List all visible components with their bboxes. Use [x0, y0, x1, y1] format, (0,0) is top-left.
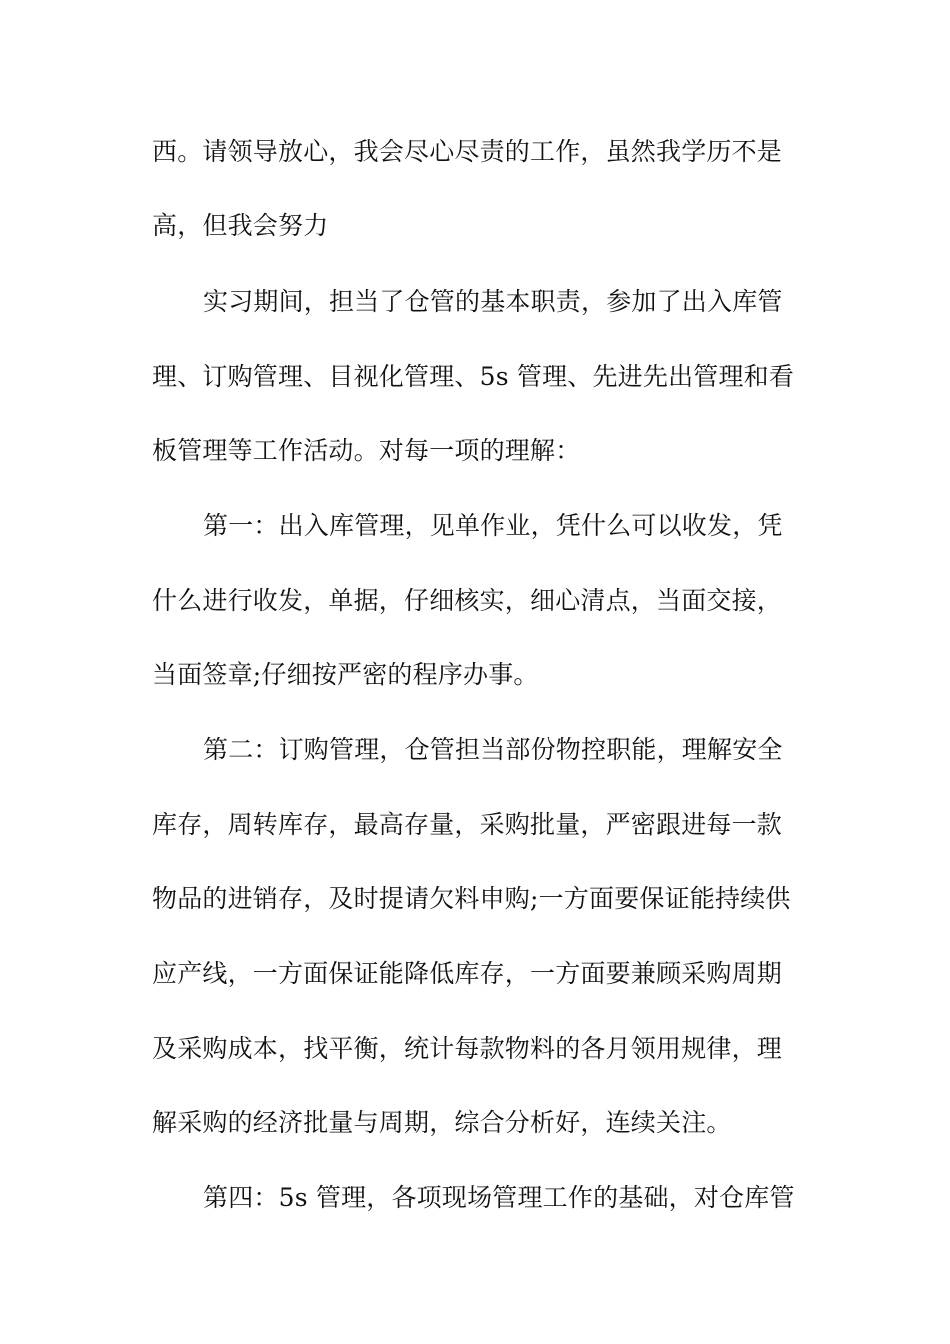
paragraph-start-line: 第一：出入库管理，见单作业，凭什么可以收发，凭	[203, 511, 783, 540]
text-line: 库存，周转库存，最高存量，采购批量，严密跟进每一款	[152, 810, 783, 839]
text-line: 当面签章;仔细按严密的程序办事。	[152, 660, 539, 689]
text-line: 应产线，一方面保证能降低库存，一方面要兼顾采购周期	[152, 959, 783, 988]
text-line: 高，但我会努力	[152, 211, 329, 240]
paragraph-start-line: 第二：订购管理，仓管担当部份物控职能，理解安全	[203, 735, 783, 764]
paragraph-start-line: 实习期间，担当了仓管的基本职责，参加了出入库管	[203, 287, 783, 316]
text-line: 及采购成本，找平衡，统计每款物料的各月领用规律，理	[152, 1034, 783, 1063]
text-line: 板管理等工作活动。对每一项的理解：	[152, 436, 581, 465]
text-line: 解采购的经济批量与周期，综合分析好，连续关注。	[152, 1108, 732, 1137]
text-line: 理、订购管理、目视化管理、5s 管理、先进先出管理和看	[152, 362, 795, 391]
text-line: 西。请领导放心，我会尽心尽责的工作，虽然我学历不是	[152, 137, 783, 166]
text-line: 物品的进销存，及时提请欠料申购;一方面要保证能持续供	[152, 884, 791, 913]
text-line: 什么进行收发，单据，仔细核实，细心清点，当面交接，	[152, 586, 783, 615]
paragraph-start-line: 第四：5s 管理，各项现场管理工作的基础，对仓库管	[203, 1183, 795, 1212]
